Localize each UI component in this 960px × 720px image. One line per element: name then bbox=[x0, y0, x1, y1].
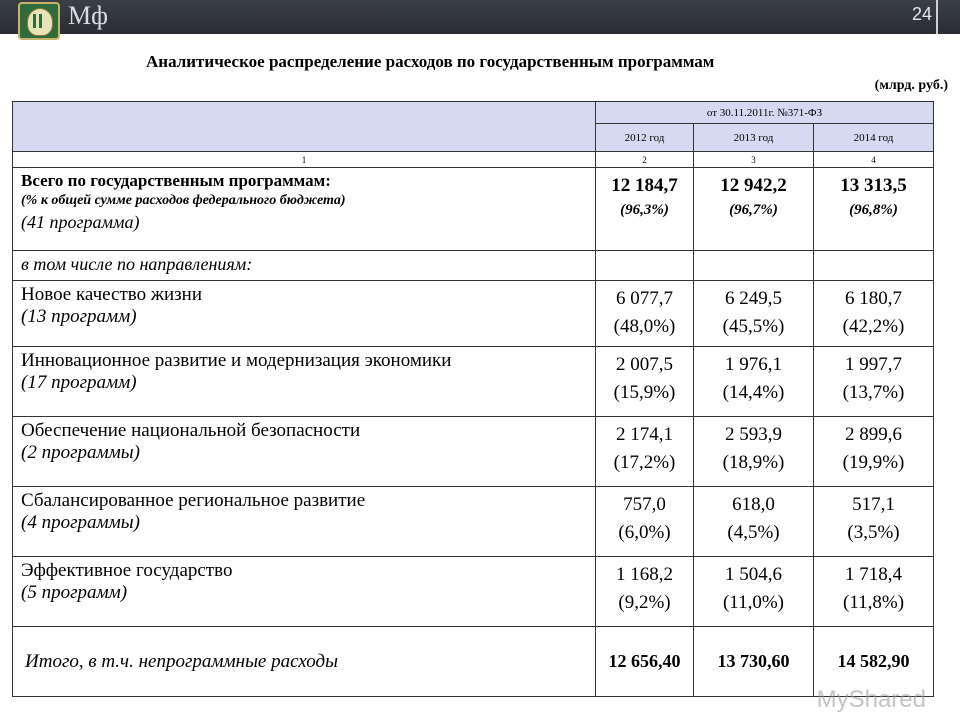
total-label-cell bbox=[13, 168, 596, 251]
total-2012-value: 12 184,7 bbox=[611, 175, 678, 196]
value-percent: (45,5%) bbox=[722, 315, 785, 337]
direction-label-cell bbox=[13, 487, 596, 557]
expenditure-table bbox=[12, 101, 934, 697]
value-amount: 2 593,9 bbox=[725, 424, 782, 445]
emblem-columns bbox=[33, 14, 45, 28]
value-amount: 2 899,6 bbox=[845, 424, 903, 445]
value-cell-2014 bbox=[814, 557, 934, 627]
col-number-1: 1 bbox=[13, 152, 596, 168]
grand-total-2012: 12 656,40 bbox=[596, 627, 694, 697]
direction-program-count: (13 программ) bbox=[21, 306, 137, 327]
slide-number: 24 bbox=[911, 4, 932, 24]
value-amount: 517,1 bbox=[852, 494, 895, 515]
total-2012-cell bbox=[596, 168, 694, 251]
brand-label: Мф bbox=[68, 1, 108, 30]
value-percent: (19,9%) bbox=[842, 451, 905, 473]
value-amount: 6 249,5 bbox=[725, 288, 782, 309]
direction-name: Сбалансированное региональное развитие bbox=[21, 490, 366, 511]
direction-program-count: (17 программ) bbox=[21, 372, 137, 393]
header-law-row bbox=[13, 102, 934, 124]
value-percent: (11,0%) bbox=[722, 591, 785, 613]
total-2014-cell bbox=[814, 168, 934, 251]
total-2014-value: 13 313,5 bbox=[840, 175, 907, 196]
direction-name: Эффективное государство bbox=[21, 560, 233, 581]
unit-label: (млрд. руб.) bbox=[874, 78, 948, 93]
value-percent: (15,9%) bbox=[613, 381, 676, 403]
column-number-row bbox=[13, 152, 934, 168]
total-2013-pct: (96,7%) bbox=[729, 201, 778, 218]
direction-program-count: (2 программы) bbox=[21, 442, 140, 463]
grand-total-row bbox=[13, 627, 934, 697]
value-percent: (11,8%) bbox=[843, 591, 905, 613]
direction-row-state bbox=[13, 557, 934, 627]
value-amount: 2 007,5 bbox=[616, 354, 673, 375]
header-blank-cell bbox=[13, 102, 596, 152]
total-programs-row bbox=[13, 168, 934, 251]
total-2013-cell bbox=[694, 168, 814, 251]
value-cell-2012 bbox=[596, 281, 694, 347]
direction-label-cell bbox=[13, 281, 596, 347]
directions-empty-2012 bbox=[596, 251, 694, 281]
value-percent: (42,2%) bbox=[842, 315, 905, 337]
value-percent: (6,0%) bbox=[618, 521, 671, 543]
col-number-3: 3 bbox=[694, 152, 814, 168]
value-percent: (14,4%) bbox=[722, 381, 785, 403]
value-amount: 1 718,4 bbox=[845, 564, 903, 585]
value-amount: 6 077,7 bbox=[616, 288, 673, 309]
direction-program-count: (5 программ) bbox=[21, 582, 128, 603]
year-2014-header: 2014 год bbox=[814, 124, 934, 152]
ministry-emblem-icon bbox=[18, 2, 60, 40]
value-cell-2012 bbox=[596, 487, 694, 557]
directions-label: в том числе по направлениям: bbox=[13, 251, 596, 281]
value-cell-2013 bbox=[694, 417, 814, 487]
value-amount: 757,0 bbox=[623, 494, 666, 515]
direction-row-security bbox=[13, 417, 934, 487]
value-cell-2012 bbox=[596, 417, 694, 487]
total-2013-value: 12 942,2 bbox=[720, 175, 787, 196]
total-program-count: (41 программа) bbox=[21, 212, 140, 232]
value-amount: 1 168,2 bbox=[616, 564, 673, 585]
direction-name: Инновационное развитие и модернизация экономики bbox=[21, 350, 452, 371]
value-cell-2013 bbox=[694, 281, 814, 347]
value-percent: (4,5%) bbox=[727, 521, 780, 543]
value-amount: 1 504,6 bbox=[725, 564, 782, 585]
grand-total-label: Итого, в т.ч. непрограммные расходы bbox=[13, 627, 596, 697]
value-cell-2014 bbox=[814, 417, 934, 487]
direction-label-cell bbox=[13, 557, 596, 627]
top-bar bbox=[0, 0, 960, 34]
value-percent: (48,0%) bbox=[613, 315, 676, 337]
value-cell-2012 bbox=[596, 557, 694, 627]
col-number-4: 4 bbox=[814, 152, 934, 168]
directions-empty-2014 bbox=[814, 251, 934, 281]
total-pct-note: (% к общей сумме расходов федерального бюджета) bbox=[21, 193, 346, 208]
grand-total-2013: 13 730,60 bbox=[694, 627, 814, 697]
col-number-2: 2 bbox=[596, 152, 694, 168]
year-2013-header: 2013 год bbox=[694, 124, 814, 152]
value-cell-2012 bbox=[596, 347, 694, 417]
direction-name: Новое качество жизни bbox=[21, 284, 203, 305]
total-2014-pct: (96,8%) bbox=[849, 201, 898, 218]
value-cell-2013 bbox=[694, 557, 814, 627]
value-amount: 1 976,1 bbox=[725, 354, 782, 375]
value-amount: 2 174,1 bbox=[616, 424, 673, 445]
direction-name: Обеспечение национальной безопасности bbox=[21, 420, 361, 441]
page-title: Аналитическое распределение расходов по государственным программам bbox=[146, 52, 715, 71]
directions-empty-2013 bbox=[694, 251, 814, 281]
value-amount: 618,0 bbox=[732, 494, 775, 515]
value-percent: (17,2%) bbox=[613, 451, 676, 473]
law-reference: от 30.11.2011г. №371-ФЗ bbox=[596, 102, 934, 124]
value-percent: (13,7%) bbox=[842, 381, 905, 403]
direction-label-cell bbox=[13, 347, 596, 417]
value-cell-2014 bbox=[814, 347, 934, 417]
direction-row-innovation bbox=[13, 347, 934, 417]
total-label: Всего по государственным программам: bbox=[21, 171, 331, 190]
value-amount: 6 180,7 bbox=[845, 288, 903, 309]
value-percent: (9,2%) bbox=[618, 591, 671, 613]
direction-row-regional bbox=[13, 487, 934, 557]
value-cell-2013 bbox=[694, 487, 814, 557]
value-cell-2014 bbox=[814, 281, 934, 347]
directions-row bbox=[13, 251, 934, 281]
grand-total-2014: 14 582,90 bbox=[814, 627, 934, 697]
value-amount: 1 997,7 bbox=[845, 354, 903, 375]
value-cell-2014 bbox=[814, 487, 934, 557]
value-cell-2013 bbox=[694, 347, 814, 417]
direction-row-quality-of-life bbox=[13, 281, 934, 347]
value-percent: (3,5%) bbox=[847, 521, 900, 543]
total-2012-pct: (96,3%) bbox=[620, 201, 669, 218]
value-percent: (18,9%) bbox=[722, 451, 785, 473]
watermark: MyShared bbox=[816, 686, 926, 713]
direction-label-cell bbox=[13, 417, 596, 487]
direction-program-count: (4 программы) bbox=[21, 512, 140, 533]
year-2012-header: 2012 год bbox=[596, 124, 694, 152]
slide-number-divider bbox=[936, 0, 938, 34]
